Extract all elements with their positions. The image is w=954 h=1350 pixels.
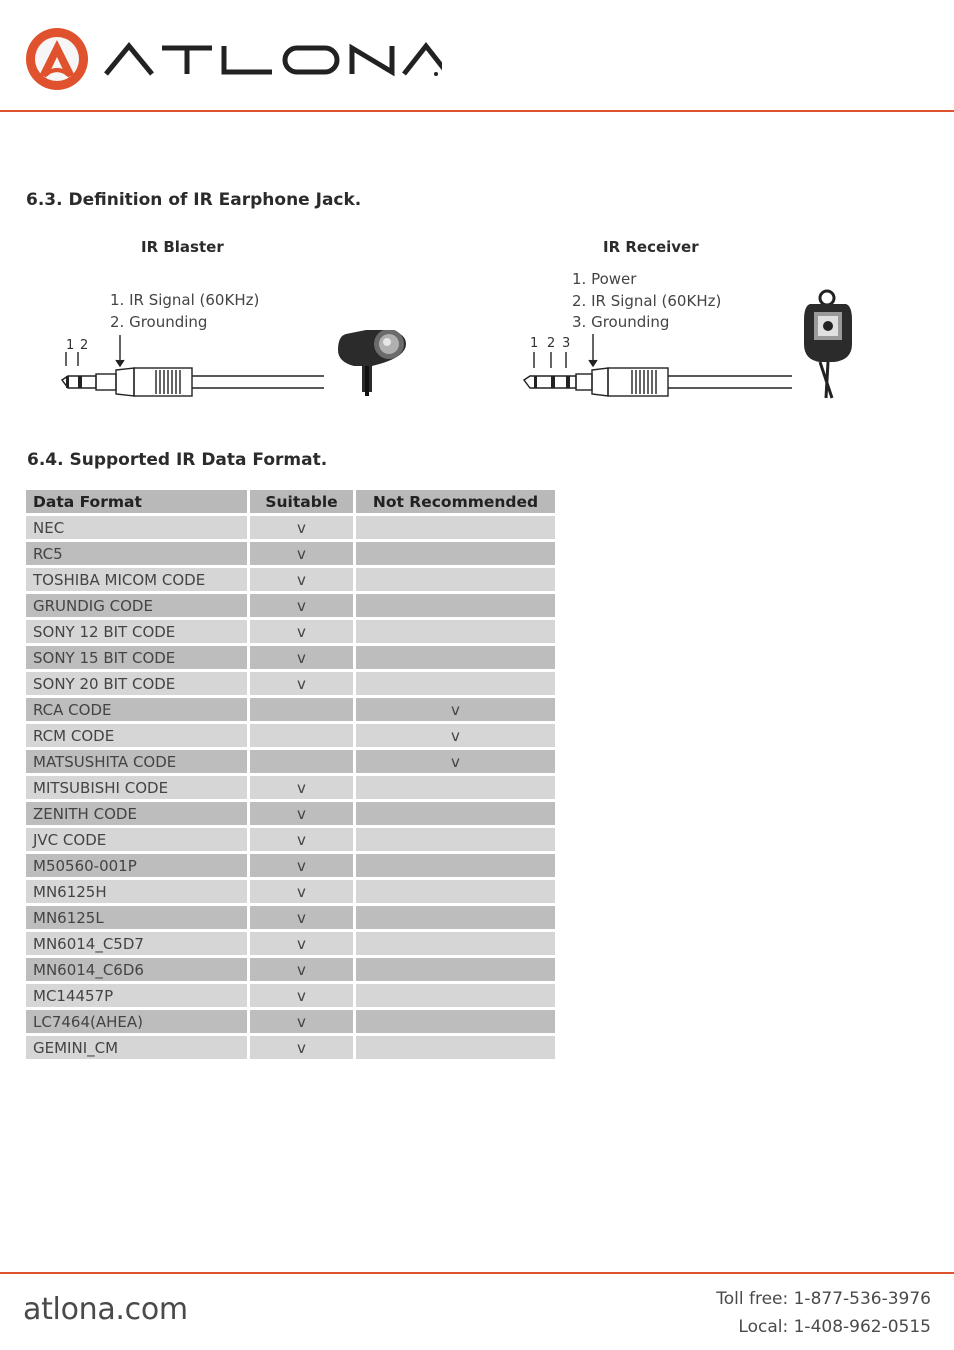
cell-suitable: v: [250, 932, 356, 958]
table-row: [26, 620, 555, 646]
section-title-6-3: 6.3. Definition of IR Earphone Jack.: [26, 190, 362, 210]
section-title-6-4: 6.4. Supported IR Data Format.: [27, 450, 328, 470]
cell-suitable: v: [250, 854, 356, 880]
table-row: [26, 828, 555, 854]
cell-data-format: MITSUBISHI CODE: [26, 776, 250, 802]
cell-not-recommended: [356, 516, 555, 542]
cell-not-recommended: v: [356, 698, 555, 724]
cell-data-format: TOSHIBA MICOM CODE: [26, 568, 250, 594]
cell-suitable: v: [250, 620, 356, 646]
cell-data-format: MATSUSHITA CODE: [26, 750, 250, 776]
table-header-row: [26, 490, 555, 516]
cell-data-format: SONY 15 BIT CODE: [26, 646, 250, 672]
cell-data-format: MN6014_C5D7: [26, 932, 250, 958]
ir-receiver-heading: IR Receiver: [603, 238, 699, 256]
cell-not-recommended: v: [356, 724, 555, 750]
cell-data-format: ZENITH CODE: [26, 802, 250, 828]
table-row: [26, 1010, 555, 1036]
cell-not-recommended: [356, 828, 555, 854]
cell-not-recommended: [356, 802, 555, 828]
table-row: [26, 984, 555, 1010]
header-suitable: Suitable: [250, 490, 356, 516]
ir-data-format-table: [26, 490, 555, 1062]
header-divider: [0, 110, 954, 112]
cell-not-recommended: [356, 672, 555, 698]
cell-not-recommended: [356, 568, 555, 594]
table-body: [26, 516, 555, 1062]
table-row: [26, 958, 555, 984]
ir-receiver-pin-2: 2. IR Signal (60KHz): [572, 291, 722, 310]
cell-not-recommended: v: [356, 750, 555, 776]
cell-data-format: MN6125L: [26, 906, 250, 932]
cell-suitable: v: [250, 568, 356, 594]
cell-suitable: v: [250, 542, 356, 568]
cell-suitable: v: [250, 776, 356, 802]
table-row: [26, 854, 555, 880]
cell-not-recommended: [356, 854, 555, 880]
cell-suitable: v: [250, 646, 356, 672]
cell-suitable: v: [250, 906, 356, 932]
cell-not-recommended: [356, 906, 555, 932]
cell-suitable: [250, 750, 356, 776]
cell-data-format: RC5: [26, 542, 250, 568]
ir-blaster-jack-illustration: [56, 330, 416, 402]
footer-divider: [0, 1272, 954, 1274]
cell-suitable: v: [250, 516, 356, 542]
ir-receiver-pin-number-3: 3: [562, 336, 571, 351]
cell-not-recommended: [356, 958, 555, 984]
cell-suitable: [250, 724, 356, 750]
cell-data-format: SONY 12 BIT CODE: [26, 620, 250, 646]
table-row: [26, 698, 555, 724]
cell-suitable: v: [250, 880, 356, 906]
footer-website[interactable]: atlona.com: [23, 1292, 188, 1327]
ir-receiver-pin-number-1: 1: [530, 336, 539, 351]
cell-not-recommended: [356, 776, 555, 802]
table-row: [26, 1036, 555, 1062]
cell-not-recommended: [356, 1010, 555, 1036]
header-not-recommended: Not Recommended: [356, 490, 555, 516]
footer-contacts: [716, 1285, 931, 1341]
toll-free-number: Toll free: 1-877-536-3976: [716, 1289, 931, 1309]
cell-not-recommended: [356, 620, 555, 646]
table-row: [26, 646, 555, 672]
table-row: [26, 672, 555, 698]
cell-data-format: SONY 20 BIT CODE: [26, 672, 250, 698]
table-row: [26, 776, 555, 802]
ir-blaster-pin-2: 2. Grounding: [110, 312, 208, 331]
cell-not-recommended: [356, 932, 555, 958]
cell-data-format: MC14457P: [26, 984, 250, 1010]
cell-suitable: v: [250, 594, 356, 620]
table-row: [26, 906, 555, 932]
ir-blaster-heading: IR Blaster: [141, 238, 224, 256]
cell-suitable: v: [250, 828, 356, 854]
cell-data-format: MN6014_C6D6: [26, 958, 250, 984]
table-row: [26, 750, 555, 776]
cell-suitable: v: [250, 1010, 356, 1036]
atlona-logo: [22, 24, 442, 94]
cell-not-recommended: [356, 1036, 555, 1062]
cell-suitable: [250, 698, 356, 724]
cell-data-format: GRUNDIG CODE: [26, 594, 250, 620]
table-row: [26, 568, 555, 594]
table-row: [26, 724, 555, 750]
cell-data-format: RCM CODE: [26, 724, 250, 750]
cell-data-format: GEMINI_CM: [26, 1036, 250, 1062]
cell-data-format: LC7464(AHEA): [26, 1010, 250, 1036]
ir-blaster-pin-1: 1. IR Signal (60KHz): [110, 291, 260, 309]
ir-blaster-pin-list: [110, 290, 259, 333]
cell-suitable: v: [250, 672, 356, 698]
cell-data-format: NEC: [26, 516, 250, 542]
cell-not-recommended: [356, 984, 555, 1010]
ir-receiver-pin-3: 3. Grounding: [572, 313, 670, 331]
cell-data-format: RCA CODE: [26, 698, 250, 724]
cell-suitable: v: [250, 984, 356, 1010]
table-row: [26, 594, 555, 620]
table-row: [26, 880, 555, 906]
ir-receiver-pin-1: 1. Power: [572, 270, 637, 288]
cell-data-format: JVC CODE: [26, 828, 250, 854]
cell-suitable: v: [250, 802, 356, 828]
cell-suitable: v: [250, 1036, 356, 1062]
cell-suitable: v: [250, 958, 356, 984]
cell-not-recommended: [356, 646, 555, 672]
ir-blaster-pin-number-2: 2: [80, 338, 89, 353]
local-number: Local: 1-408-962-0515: [738, 1317, 931, 1337]
table-row: [26, 542, 555, 568]
cell-not-recommended: [356, 880, 555, 906]
table-row: [26, 516, 555, 542]
table-row: [26, 802, 555, 828]
ir-receiver-jack-illustration: [520, 286, 865, 402]
header-data-format: Data Format: [26, 490, 250, 516]
ir-receiver-pin-number-2: 2: [547, 336, 556, 351]
cell-not-recommended: [356, 594, 555, 620]
cell-data-format: MN6125H: [26, 880, 250, 906]
cell-not-recommended: [356, 542, 555, 568]
table-row: [26, 932, 555, 958]
ir-blaster-pin-number-1: 1: [66, 338, 75, 353]
cell-data-format: M50560-001P: [26, 854, 250, 880]
